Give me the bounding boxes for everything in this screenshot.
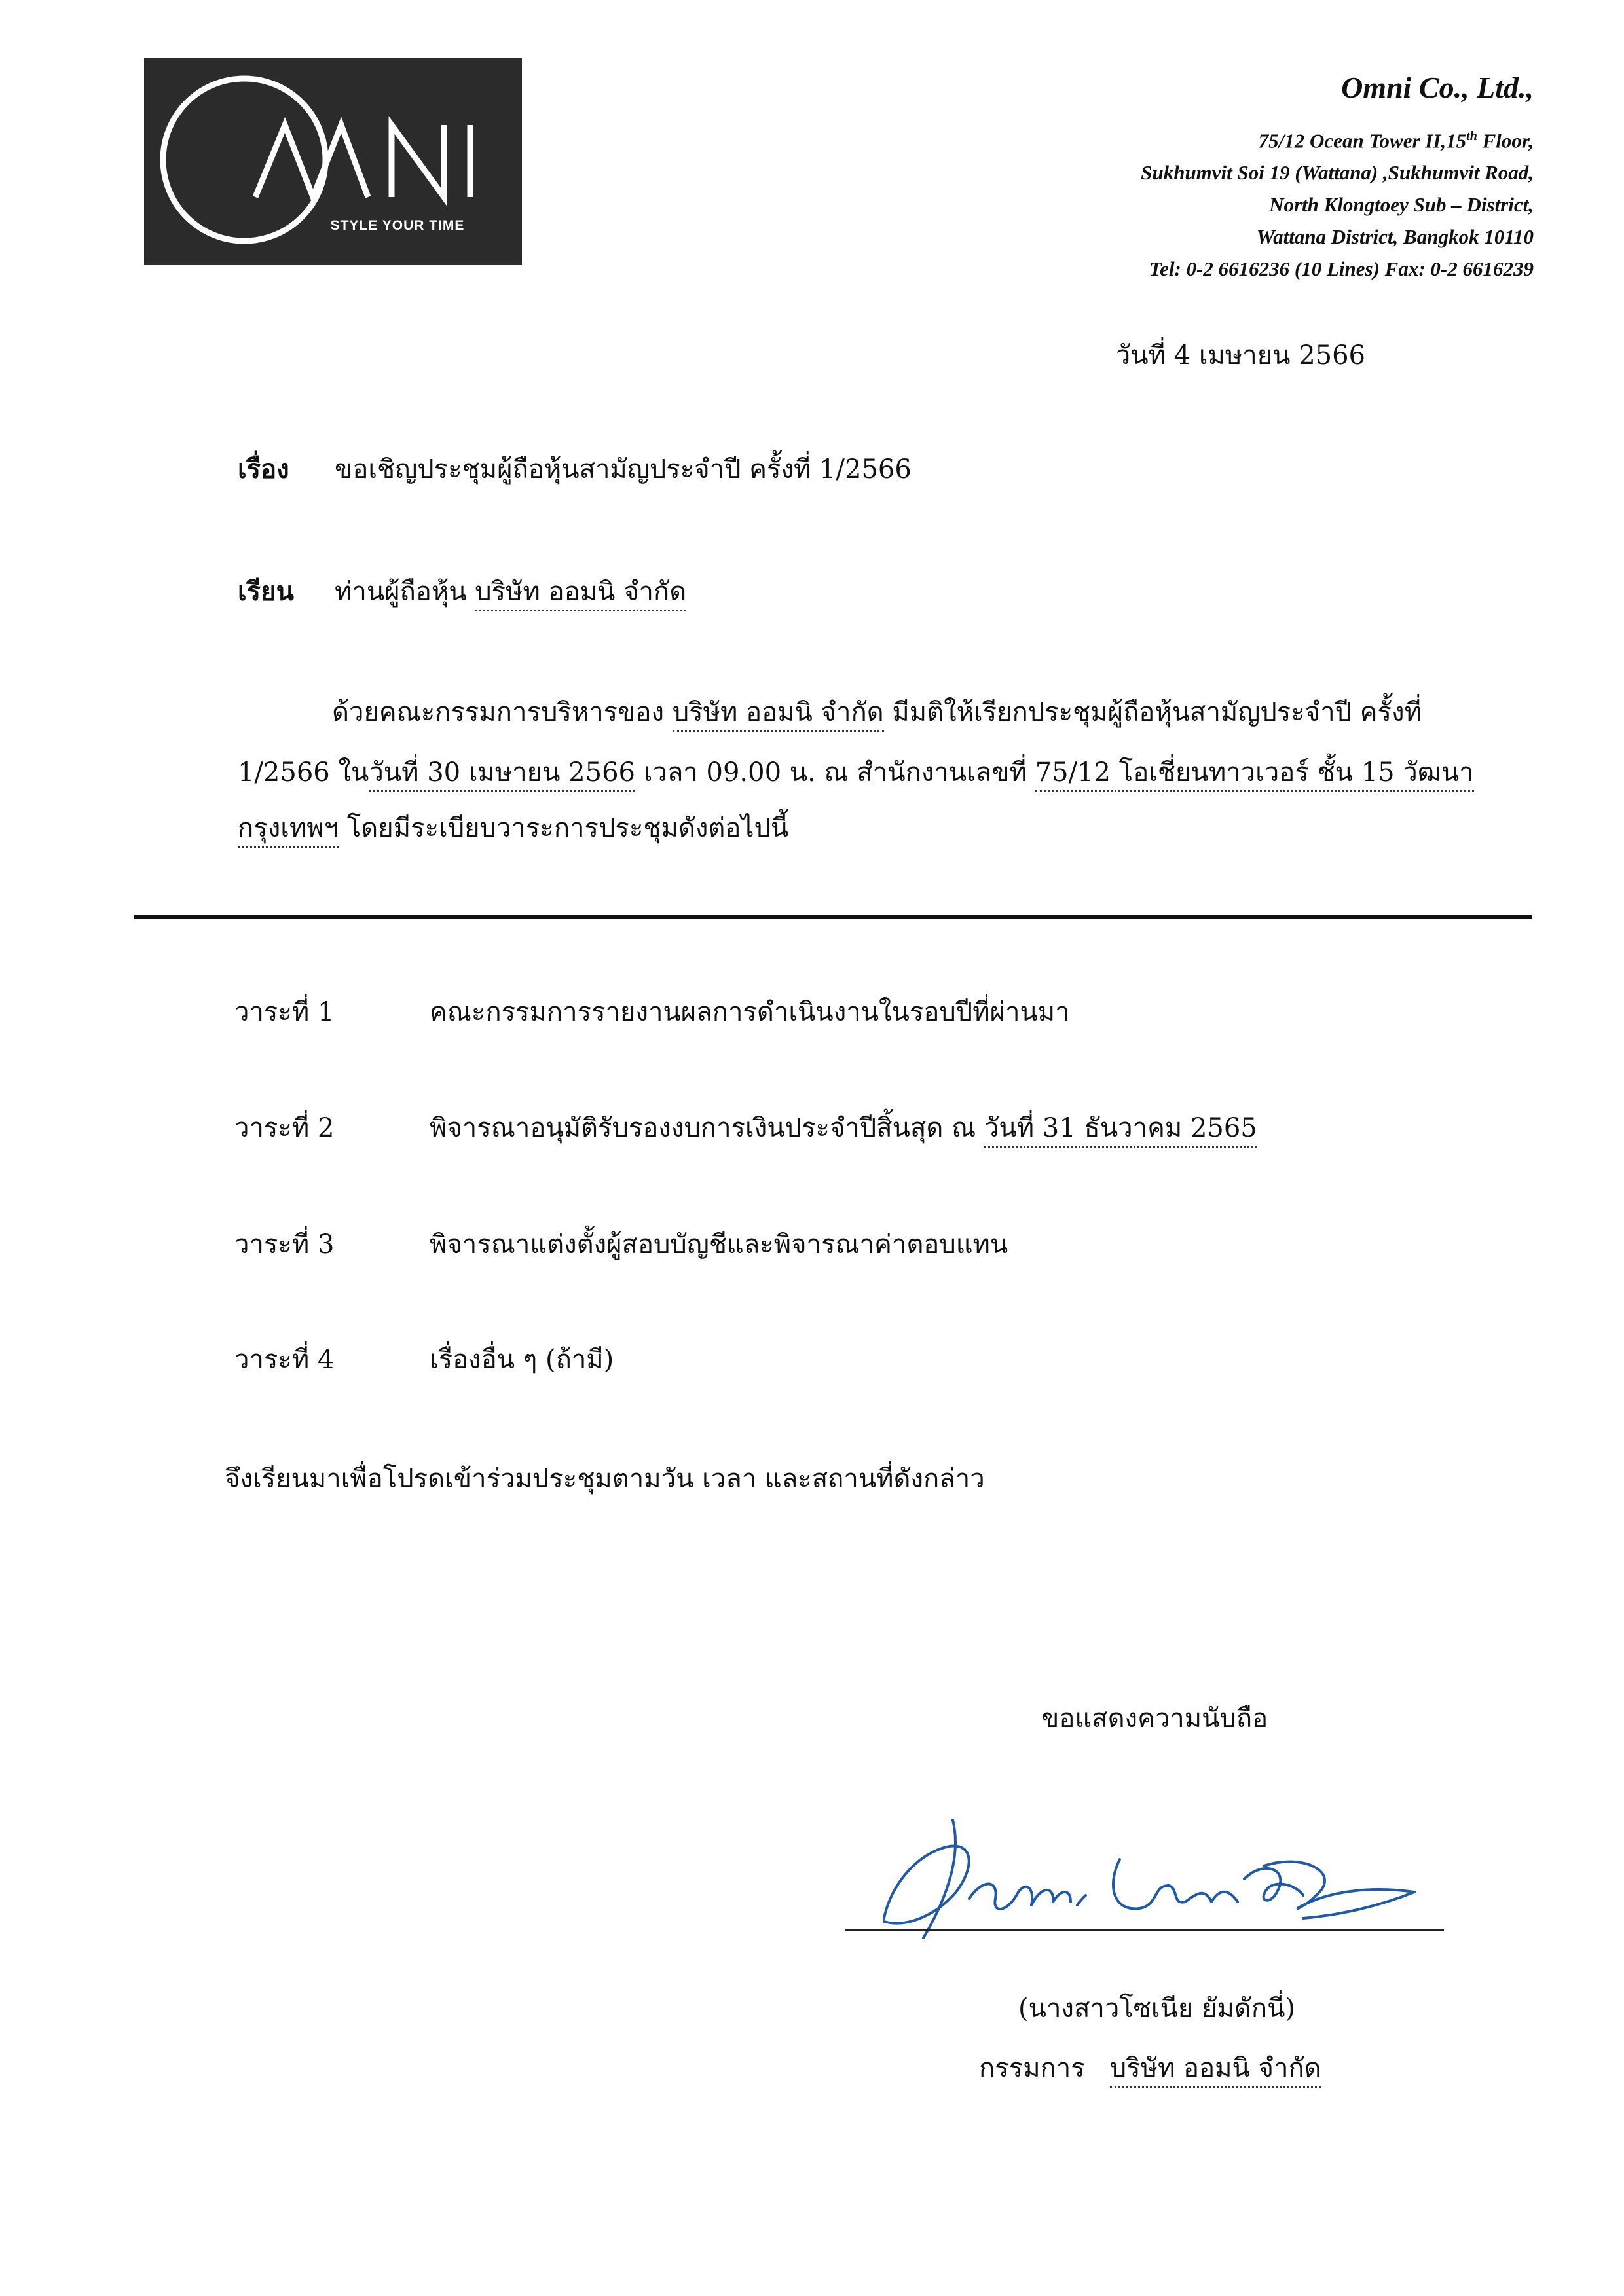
signer-title: กรรมการ [979, 2053, 1085, 2083]
body-line-2 [238, 751, 1474, 793]
body-line-3 [238, 807, 788, 848]
regards-text: ขอแสดงความนับถือ [1041, 1704, 1268, 1734]
address-line-1 [944, 120, 1534, 156]
meeting-city: กรุงเทพฯ [238, 813, 339, 848]
address-line-2: Sukhumvit Soi 19 (Wattana) ,Sukhumvit Road, [1141, 161, 1534, 185]
subject-text: ขอเชิญประชุมผู้ถือหุ้นสามัญประจำปี ครั้งที่ 1/2566 [335, 454, 912, 484]
agenda-text: เรื่องอื่น ๆ (ถ้ามี) [430, 1345, 614, 1375]
address-line-1-text: 75/12 Ocean Tower II,15 [1258, 129, 1467, 153]
section-divider [134, 915, 1532, 919]
agenda-item [234, 991, 1070, 1032]
agenda-text: พิจารณาอนุมัติรับรองงบการเงินประจำปีสิ้นสุด ณ [430, 1113, 984, 1143]
closing-sentence: จึงเรียนมาเพื่อโปรดเข้าร่วมประชุมตามวัน เวลา และสถานที่ดังกล่าว [225, 1464, 985, 1494]
agenda-item [234, 1223, 1008, 1265]
logo-n-letter [392, 125, 444, 197]
agenda-item [234, 1338, 614, 1380]
agenda-item [234, 1106, 1257, 1148]
letter-date: วันที่ 4 เมษายน 2566 [1115, 340, 1365, 371]
logo-tagline: STYLE YOUR TIME [330, 218, 465, 233]
signature-stroke [1264, 1862, 1414, 1918]
body-text: เวลา 09.00 น. ณ สำนักงานเลขที่ [635, 757, 1035, 788]
salutation-label: เรียน [238, 576, 294, 607]
signature-stroke [923, 1820, 955, 1938]
subject-row [238, 448, 912, 490]
handwritten-signature [845, 1781, 1454, 1951]
logo-m-letter [255, 125, 368, 197]
body-company-name: บริษัท ออมนิ จำกัด [673, 697, 884, 732]
signature-stroke [1077, 1895, 1086, 1905]
signature-stroke [969, 1884, 1071, 1910]
contact-line: Tel: 0-2 6616236 (10 Lines) Fax: 0-2 6616239 [1149, 257, 1534, 281]
agenda-label: วาระที่ 4 [234, 1345, 335, 1375]
company-header [944, 65, 1534, 285]
agenda-fiscal-date: วันที่ 31 ธันวาคม 2565 [984, 1113, 1257, 1148]
body-line-1 [332, 691, 1422, 733]
salutation-text: ท่านผู้ถือหุ้น [335, 577, 475, 607]
signer-title-row [979, 2047, 1321, 2088]
agenda-text: คณะกรรมการรายงานผลการดำเนินงานในรอบปีที่ผ่านมา [430, 997, 1070, 1027]
address-line-3: North Klongtoey Sub – District, [1269, 193, 1534, 217]
omni-logo-icon [144, 58, 522, 265]
address-line-4: Wattana District, Bangkok 10110 [1256, 225, 1534, 249]
agenda-label: วาระที่ 1 [234, 997, 335, 1027]
agenda-label: วาระที่ 2 [234, 1113, 335, 1143]
address-floor-suffix: th [1466, 129, 1477, 143]
signer-name: (นางสาวโซเนีย ยัมดักนี่) [1018, 1994, 1296, 2024]
body-text: ด้วยคณะกรรมการบริหารของ [332, 697, 673, 727]
salutation-row [238, 570, 686, 612]
signature-stroke [884, 1846, 969, 1923]
signature-line [845, 1929, 1444, 1931]
body-text: 1/2566 ใน [238, 757, 369, 788]
signature-stroke [1113, 1859, 1238, 1908]
meeting-place: 75/12 โอเชี่ยนทาวเวอร์ ชั้น 15 วัฒนา [1035, 757, 1474, 792]
company-logo [144, 58, 522, 265]
company-name: Omni Co., Ltd., [1341, 71, 1534, 104]
subject-label: เรื่อง [238, 454, 289, 484]
agenda-text: พิจารณาแต่งตั้งผู้สอบบัญชีและพิจารณาค่าตอบแทน [430, 1230, 1008, 1260]
signer-company: บริษัท ออมนิ จำกัด [1110, 2053, 1321, 2088]
agenda-label: วาระที่ 3 [234, 1230, 335, 1260]
body-text: โดยมีระเบียบวาระการประชุมดังต่อไปนี้ [339, 813, 789, 843]
salutation-company: บริษัท ออมนิ จำกัด [475, 577, 686, 611]
signature-stroke [1244, 1868, 1303, 1901]
address-floor-label: Floor, [1477, 129, 1534, 153]
meeting-date: วันที่ 30 เมษายน 2566 [369, 757, 635, 792]
body-text: มีมติให้เรียกประชุมผู้ถือหุ้นสามัญประจำปี ครั้งที่ [883, 697, 1422, 727]
